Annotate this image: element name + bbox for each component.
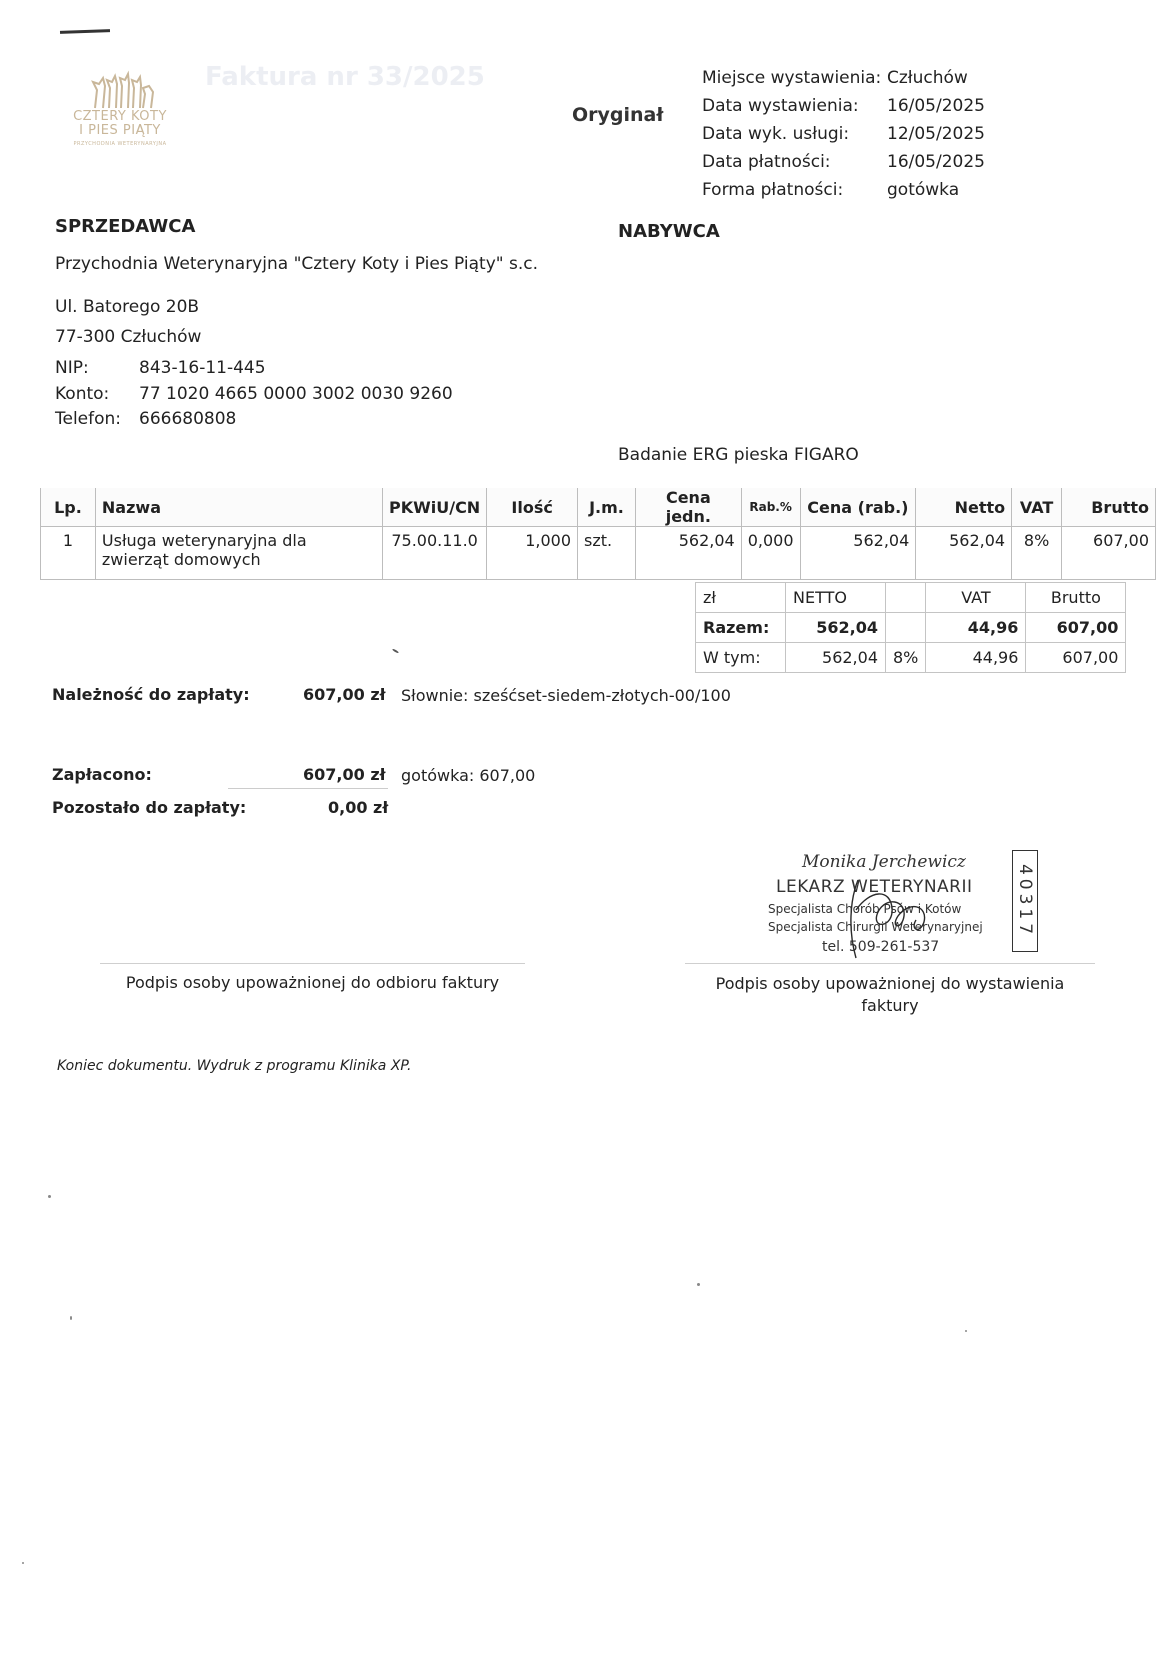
issuer-signature-line [685, 963, 1095, 964]
logo-line-1: CZTERY KOTY [73, 109, 167, 124]
totals-sum-label: Razem: [696, 613, 786, 643]
meta-label: Forma płatności: [702, 180, 844, 200]
table-header-row [41, 488, 1156, 527]
meta-row [702, 92, 985, 120]
col-name: Nazwa [95, 488, 382, 527]
meta-value: 16/05/2025 [887, 96, 985, 116]
totals-currency: zł [696, 583, 786, 613]
scan-speck [70, 1316, 72, 1320]
scan-speck [697, 1283, 700, 1286]
totals-netto-header: NETTO [786, 583, 886, 613]
meta-label: Data płatności: [702, 152, 831, 172]
meta-value: gotówka [887, 180, 960, 200]
amount-due-label: Należność do zapłaty: [52, 685, 250, 704]
totals-vat-header: VAT [926, 583, 1026, 613]
scan-mark [60, 29, 110, 34]
invoice-note: Badanie ERG pieska FIGARO [618, 445, 859, 465]
cell-name-line-2: zwierząt domowych [101, 550, 261, 569]
scan-speck [22, 1562, 24, 1564]
amount-due-words: Słownie: sześćset-siedem-złotych-00/100 [401, 686, 731, 705]
cell-unit: szt. [578, 527, 636, 580]
col-gross: Brutto [1062, 488, 1156, 527]
phone-value: 666680808 [139, 409, 237, 429]
col-lp: Lp. [41, 488, 96, 527]
paid-value: 607,00 zł [303, 765, 386, 784]
handwritten-signature-icon [820, 870, 950, 965]
nip-value: 843-16-11-445 [139, 358, 266, 378]
seller-heading: SPRZEDAWCA [55, 216, 196, 237]
receiver-signature-label: Podpis osoby upoważnionej do odbioru faktury [125, 973, 500, 992]
cell-lp: 1 [41, 527, 96, 580]
stamp-license-number [1012, 850, 1038, 952]
table-row [41, 527, 1156, 580]
col-net: Netto [916, 488, 1012, 527]
stamp-specialization-2: Specjalista Chirurgii Weterynaryjnej [768, 920, 983, 934]
totals-incl-vat: 44,96 [926, 643, 1026, 673]
stamp-number-text: 40317 [1015, 863, 1035, 939]
totals-brutto-header: Brutto [1026, 583, 1126, 613]
seller-name: Przychodnia Weterynaryjna "Cztery Koty i Pies Piąty" s.c. [55, 254, 539, 274]
meta-value: Człuchów [887, 68, 968, 88]
meta-row [702, 176, 985, 204]
cell-qty: 1,000 [487, 527, 578, 580]
seller-account [55, 384, 453, 404]
logo-line-2: I PIES PIĄTY [79, 123, 161, 138]
buyer-heading: NABYWCA [618, 221, 720, 242]
seller-nip [55, 358, 266, 378]
paid-label: Zapłacono: [52, 765, 152, 784]
meta-row [702, 64, 985, 92]
cell-gross: 607,00 [1062, 527, 1156, 580]
paid-divider [228, 788, 388, 789]
seller-phone [55, 409, 236, 429]
scan-speck [392, 648, 399, 653]
stamp-name: Monika Jerchewicz [802, 852, 966, 872]
logo-line-3: PRZYCHODNIA WETERYNARYJNA [73, 141, 167, 147]
stamp-specialization-1: Specjalista Chorób Psów i Kotów [768, 902, 962, 916]
receiver-signature-line [100, 963, 525, 964]
totals-incl-row [696, 643, 1126, 673]
remaining-value: 0,00 zł [328, 798, 389, 817]
cell-name-line-1: Usługa weterynaryjna dla [101, 531, 307, 550]
stamp-title: LEKARZ WETERYNARII [776, 877, 973, 897]
remaining-label: Pozostało do zapłaty: [52, 798, 247, 817]
totals-sum-gross: 607,00 [1026, 613, 1126, 643]
totals-rate-header [886, 583, 926, 613]
meta-row [702, 120, 985, 148]
col-price-disc: Cena (rab.) [800, 488, 916, 527]
col-vat: VAT [1012, 488, 1062, 527]
meta-value: 12/05/2025 [887, 124, 985, 144]
cell-net: 562,04 [916, 527, 1012, 580]
cell-price-disc: 562,04 [800, 527, 916, 580]
vet-stamp [760, 850, 1040, 960]
col-qty: Ilość [487, 488, 578, 527]
issuer-signature-label: Podpis osoby upoważnionej do wystawienia faktury [715, 974, 1065, 1015]
meta-label: Data wyk. usługi: [702, 124, 850, 144]
cell-name [95, 527, 382, 580]
meta-value: 16/05/2025 [887, 152, 985, 172]
paid-detail: gotówka: 607,00 [401, 766, 536, 785]
cell-pkwiu: 75.00.11.0 [382, 527, 486, 580]
account-label: Konto: [55, 384, 110, 404]
invoice-number-faint: Faktura nr 33/2025 [205, 62, 485, 92]
account-value: 77 1020 4665 0000 3002 0030 9260 [139, 384, 453, 404]
col-unit-price: Cena jedn. [635, 488, 741, 527]
nip-label: NIP: [55, 358, 89, 378]
totals-incl-gross: 607,00 [1026, 643, 1126, 673]
animals-logo-icon [85, 68, 155, 110]
scan-speck [48, 1195, 51, 1198]
totals-header-row [696, 583, 1126, 613]
original-label: Oryginał [572, 104, 664, 126]
totals-sum-rate [886, 613, 926, 643]
cell-unit-price: 562,04 [635, 527, 741, 580]
totals-table [695, 582, 1126, 673]
totals-incl-rate: 8% [886, 643, 926, 673]
invoice-meta [702, 64, 985, 204]
seller-street: Ul. Batorego 20B [55, 297, 200, 317]
phone-label: Telefon: [55, 409, 122, 429]
scan-speck [965, 1330, 967, 1332]
clinic-logo [50, 68, 190, 148]
cell-discount: 0,000 [741, 527, 800, 580]
amount-due-value: 607,00 zł [303, 685, 386, 704]
col-unit: J.m. [578, 488, 636, 527]
cell-vat: 8% [1012, 527, 1062, 580]
col-discount: Rab.% [741, 488, 800, 527]
document-footer: Koniec dokumentu. Wydruk z programu Klinika XP. [57, 1058, 412, 1074]
totals-incl-label: W tym: [696, 643, 786, 673]
meta-label: Miejsce wystawienia: [702, 68, 882, 88]
items-table [40, 488, 1156, 580]
meta-label: Data wystawienia: [702, 96, 859, 116]
col-pkwiu: PKWiU/CN [382, 488, 486, 527]
totals-sum-row [696, 613, 1126, 643]
meta-row [702, 148, 985, 176]
seller-city: 77-300 Człuchów [55, 327, 202, 347]
stamp-phone: tel. 509-261-537 [822, 939, 940, 955]
totals-sum-vat: 44,96 [926, 613, 1026, 643]
totals-incl-net: 562,04 [786, 643, 886, 673]
totals-sum-net: 562,04 [786, 613, 886, 643]
